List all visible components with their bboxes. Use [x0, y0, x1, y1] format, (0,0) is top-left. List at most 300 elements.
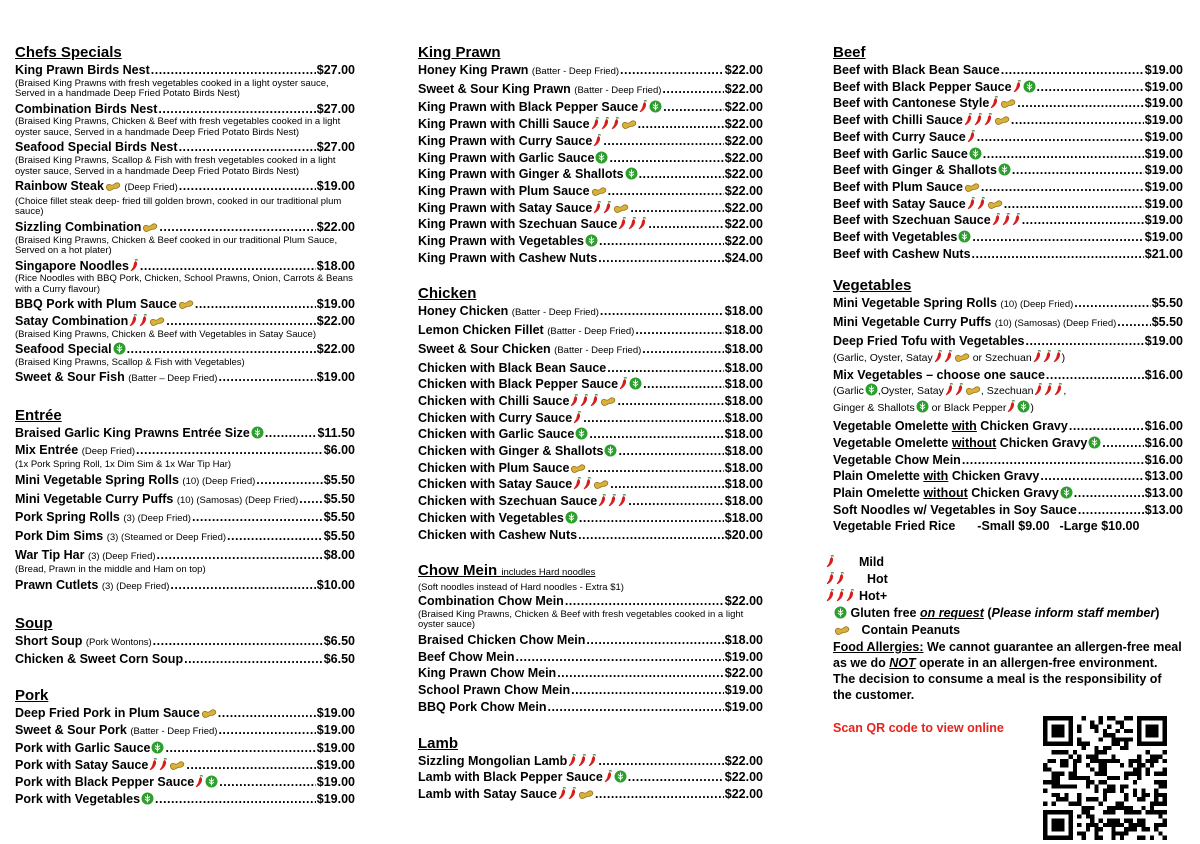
menu-item [15, 313, 355, 340]
chili-icon [611, 117, 620, 130]
menu-item [833, 196, 1183, 213]
chili-icon [619, 377, 628, 390]
menu-item [418, 376, 763, 393]
item-price: $19.00 [1144, 196, 1183, 211]
menu-item: Soft Noodles w/ Vegetables in Soy Sauce ..... $13.00 [833, 502, 1183, 519]
item-tag: (Batter - Deep Fried) [554, 344, 642, 356]
chili-icon [1053, 350, 1062, 363]
peanut-icon [142, 222, 158, 233]
menu-item [15, 509, 355, 528]
item-price: $18.00 [724, 393, 763, 408]
chili-icon [1002, 213, 1011, 226]
menu-item [833, 246, 1183, 263]
item-price: $18.00 [724, 304, 763, 319]
chili-icon [628, 217, 637, 230]
item-name: King Prawn with Black Pepper Sauce [418, 100, 639, 115]
menu-item [833, 79, 1183, 96]
item-price: $20.00 [724, 527, 763, 542]
menu-item [418, 527, 763, 544]
item-name: Beef with Ginger & Shallots [833, 163, 997, 178]
item-price: $6.50 [323, 652, 355, 667]
menu-item: Mini Vegetable Curry Puffs (10) (Samosas) (Deep Fried) ..... $5.50 [833, 314, 1183, 333]
peanut-icon [834, 625, 850, 636]
item-tag: (Pork Wontons) [85, 636, 152, 648]
item-description: (Bread, Prawn in the middle and Ham on top) [15, 564, 206, 576]
item-price: $24.00 [724, 250, 763, 265]
chili-icon [1007, 400, 1016, 413]
gluten-free-icon [251, 426, 264, 439]
chili-icon [639, 100, 648, 113]
menu-item [418, 510, 763, 527]
chili-icon [846, 589, 855, 602]
menu-column-middle [418, 44, 763, 822]
peanut-icon [578, 789, 594, 800]
item-tag: (Batter - Deep Fried) [547, 326, 635, 338]
gluten-free-icon [625, 167, 638, 180]
item-price: $22.00 [724, 786, 763, 801]
chili-icon [568, 787, 577, 800]
menu-item [418, 150, 763, 167]
item-price: $18.00 [724, 477, 763, 492]
item-price: $19.00 [1144, 63, 1183, 77]
menu-item [418, 322, 763, 341]
item-price: $19.00 [724, 683, 763, 698]
item-name: King Prawn with Cashew Nuts [418, 250, 598, 265]
item-name: Beef with Black Bean Sauce [833, 63, 1000, 77]
menu-item [833, 162, 1183, 179]
item-name: Beef Chow Mein [418, 649, 515, 664]
chili-icon [618, 494, 627, 507]
item-price: $22.00 [316, 342, 355, 357]
item-description: (Braised King Prawns, Scallop & Fish with fresh vegetables cooked in a light oyster sauce, Served in a handmade Deep Fried Potato Birds Nest) [15, 155, 336, 177]
item-name: Beef with Cashew Nuts [833, 246, 971, 261]
peanut-icon [178, 299, 194, 310]
item-price: $22.00 [724, 100, 763, 115]
item-price: $19.00 [1144, 230, 1183, 245]
item-price: $19.00 [1144, 113, 1183, 128]
section-chow-mein [418, 562, 763, 715]
item-name: Chicken with Cashew Nuts [418, 527, 578, 542]
item-name: Pork with Satay Sauce [15, 758, 149, 773]
chili-icon [590, 394, 599, 407]
item-price: $21.00 [1144, 246, 1183, 261]
item-name: Prawn Cutlets [15, 577, 99, 592]
item-name: King Prawn with Curry Sauce [418, 133, 593, 148]
gluten-free-icon [629, 377, 642, 390]
menu-item [418, 593, 763, 631]
chili-icon [593, 201, 602, 214]
chili-icon [593, 134, 602, 147]
item-name: Beef with Vegetables [833, 230, 958, 245]
menu-item [15, 425, 355, 442]
item-tag: (Deep Fried) [124, 182, 178, 194]
item-description: (Braised King Prawns, Chicken & Beef cooked in our traditional Plum Sauce, Served on a hot plater) [15, 234, 338, 257]
item-price: $19.00 [1144, 96, 1183, 111]
menu-item [418, 460, 763, 477]
item-price: $18.00 [724, 323, 763, 338]
item-name: Mix Entrée [15, 442, 79, 457]
section-title: Soup [15, 614, 53, 632]
item-name: Chicken with Ginger & Shallots [418, 444, 604, 459]
chili-icon [573, 477, 582, 490]
menu-item [15, 62, 355, 100]
menu-item [833, 112, 1183, 129]
item-price: $19.00 [316, 774, 355, 789]
chili-icon [1043, 350, 1052, 363]
item-name: Mini Vegetable Curry Puffs [15, 491, 174, 506]
menu-item [833, 62, 1183, 79]
item-price: $22.00 [724, 200, 763, 215]
item-price: $18.00 [724, 427, 763, 442]
item-price: $11.50 [317, 426, 355, 441]
peanut-icon [954, 352, 970, 363]
chili-icon [826, 555, 835, 568]
chili-icon [578, 754, 587, 767]
item-name: Beef with Garlic Sauce [833, 146, 968, 161]
menu-item [15, 791, 355, 808]
item-price: $19.00 [316, 741, 355, 756]
item-price: $22.00 [724, 133, 763, 148]
peanut-icon [987, 199, 1003, 210]
item-name: Mini Vegetable Spring Rolls [15, 472, 179, 487]
item-tag: (10) (Deep Fried) [182, 475, 256, 487]
item-price: $19.00 [316, 179, 355, 194]
chili-icon [129, 314, 138, 327]
chili-icon [573, 411, 582, 424]
item-name: King Prawn with Satay Sauce [418, 200, 593, 215]
item-name: Beef with Curry Sauce [833, 129, 966, 144]
chili-icon [588, 754, 597, 767]
chili-icon [955, 383, 964, 396]
menu-item [15, 296, 355, 313]
item-price: $5.50 [323, 472, 355, 487]
menu-item [418, 426, 763, 443]
menu-item [418, 216, 763, 233]
peanut-icon [169, 760, 185, 771]
chili-icon [944, 350, 953, 363]
section-title: Chicken [418, 285, 477, 303]
item-price: $22.00 [724, 666, 763, 681]
item-price: $5.50 [323, 529, 355, 544]
item-name: Honey Chicken [418, 304, 509, 319]
chili-icon [964, 113, 973, 126]
peanut-icon [593, 479, 609, 490]
item-name: Lamb with Satay Sauce [418, 786, 557, 801]
section-title: Pork [15, 687, 49, 705]
gluten-free-icon [1017, 400, 1030, 413]
item-name: Short Soup [15, 633, 83, 648]
item-price: $27.00 [316, 140, 355, 155]
item-price: $22.00 [724, 81, 763, 96]
menu-item [418, 116, 763, 133]
chili-icon [570, 394, 579, 407]
item-price: $27.00 [316, 63, 355, 77]
item-tag: (Batter - Deep Fried) [130, 725, 218, 737]
item-name: Pork Dim Sims [15, 529, 104, 544]
item-price: $19.00 [1144, 213, 1183, 228]
item-price: $18.00 [724, 460, 763, 475]
menu-item [833, 212, 1183, 229]
gluten-free-icon [585, 234, 598, 247]
chili-icon [1012, 213, 1021, 226]
item-price: $18.00 [724, 410, 763, 425]
menu-item [418, 769, 763, 786]
gluten-free-icon [865, 383, 878, 396]
menu-item [418, 250, 763, 267]
item-price: $19.00 [724, 699, 763, 714]
gluten-free-icon [916, 400, 929, 413]
item-price: $18.00 [724, 632, 763, 647]
menu-item [15, 722, 355, 741]
gluten-free-icon [834, 606, 847, 619]
item-name: Chicken with Black Bean Sauce [418, 360, 607, 375]
item-name: Sweet & Sour King Prawn [418, 81, 571, 96]
menu-item: Plain Omelette without Chicken Gravy ..... $13.00 [833, 485, 1183, 502]
menu-item [418, 81, 763, 100]
chili-icon [601, 117, 610, 130]
chili-icon [130, 259, 139, 272]
chili-icon [139, 314, 148, 327]
item-tag: (Batter - Deep Fried) [531, 66, 620, 77]
menu-item [418, 493, 763, 510]
item-price: $22.00 [724, 753, 763, 768]
chili-icon [608, 494, 617, 507]
menu-item [418, 410, 763, 427]
item-name: Chicken with Vegetables [418, 510, 564, 525]
section-pork [15, 687, 355, 807]
menu-item [418, 360, 763, 377]
item-name: Combination Chow Mein [418, 594, 564, 609]
qr-code[interactable] [1043, 716, 1167, 840]
menu-item [833, 179, 1183, 196]
legend-hot-plus: Hot+ [825, 588, 1183, 605]
item-tag: (3) (Deep Fried) [123, 513, 191, 525]
item-price: $5.50 [323, 510, 355, 525]
item-tag: (Batter - Deep Fried) [511, 307, 599, 319]
menu-item: Vegetable Fried Rice -Small $9.00 -Large $10.00 [833, 519, 1140, 534]
peanut-icon [1000, 98, 1016, 109]
item-description: (1x Pork Spring Roll, 1x Dim Sim & 1x War Tip Har) [15, 459, 232, 471]
item-price: $19.00 [316, 758, 355, 773]
item-name: King Prawn with Vegetables [418, 234, 585, 249]
chili-icon [1034, 383, 1043, 396]
menu-column-right [833, 44, 1183, 735]
gluten-free-icon [998, 163, 1011, 176]
item-name: BBQ Pork Chow Mein [418, 699, 547, 714]
item-name: Lamb with Black Pepper Sauce [418, 770, 603, 785]
item-name: Rainbow Steak [15, 179, 104, 194]
menu-item: Mix Vegetables – choose one sauce ..... $16.00 [833, 367, 1183, 384]
item-price: $18.00 [724, 360, 763, 375]
chili-icon [1044, 383, 1053, 396]
item-price: $18.00 [724, 377, 763, 392]
item-name: Chicken with Plum Sauce [418, 460, 570, 475]
item-name: King Prawn Birds Nest [15, 63, 150, 77]
chili-icon [984, 113, 993, 126]
legend-gluten-free: Gluten free on request (Please inform staff member) [833, 605, 1183, 622]
menu-item [15, 369, 355, 388]
item-tag: (3) (Deep Fried) [87, 550, 156, 562]
menu-item: Plain Omelette with Chicken Gravy ..... $13.00 [833, 468, 1183, 485]
item-name: King Prawn with Plum Sauce [418, 183, 590, 198]
chili-icon [159, 758, 168, 771]
item-name: Chicken with Garlic Sauce [418, 427, 575, 442]
item-price: $22.00 [724, 150, 763, 165]
menu-item [833, 146, 1183, 163]
item-price: $19.00 [1144, 163, 1183, 178]
item-price: $18.00 [724, 444, 763, 459]
item-name: Sizzling Mongolian Lamb [418, 753, 568, 768]
item-name: King Prawn with Garlic Sauce [418, 150, 595, 165]
menu-item [418, 443, 763, 460]
scan-qr-text: Scan QR code to view online [833, 721, 1004, 736]
item-price: $19.00 [1144, 179, 1183, 194]
peanut-icon [105, 181, 121, 192]
chili-icon [967, 197, 976, 210]
menu-item [418, 753, 763, 770]
item-name: Chicken with Curry Sauce [418, 410, 573, 425]
gluten-free-icon [141, 792, 154, 805]
chili-icon [580, 394, 589, 407]
chili-icon [836, 589, 845, 602]
chili-icon [826, 572, 835, 585]
gluten-free-icon [958, 230, 971, 243]
item-price: $19.00 [724, 649, 763, 664]
menu-item [418, 233, 763, 250]
menu-item: Mini Vegetable Spring Rolls (10) (Deep Fried) ..... $5.50 [833, 295, 1183, 314]
section-king-prawn [418, 44, 763, 266]
item-price: $22.00 [724, 594, 763, 609]
menu-item [15, 442, 355, 471]
chili-icon [967, 130, 976, 143]
item-name: Beef with Black Pepper Sauce [833, 79, 1012, 94]
section-title: Entrée [15, 407, 62, 425]
item-price: $22.00 [316, 219, 355, 234]
peanut-icon [964, 182, 980, 193]
item-price: $22.00 [724, 770, 763, 785]
item-name: Satay Combination [15, 313, 129, 328]
legend-mild: Mild [825, 554, 1183, 571]
item-tag: (10) (Samosas) (Deep Fried) [176, 494, 299, 506]
menu-item: Deep Fried Tofu with Vegetables ..... $19.00 [833, 333, 1183, 350]
menu-item [418, 786, 763, 803]
menu-item [833, 229, 1183, 246]
menu-item [15, 178, 355, 218]
menu-item [418, 133, 763, 150]
item-price: $22.00 [724, 167, 763, 182]
chili-icon [598, 494, 607, 507]
menu-item [15, 577, 355, 596]
item-price: $19.00 [316, 297, 355, 312]
menu-item [418, 632, 763, 649]
menu-item [418, 393, 763, 410]
chili-icon [618, 217, 627, 230]
item-price: $19.00 [316, 791, 355, 806]
section-vegetables [833, 277, 1183, 535]
item-name: Sweet & Sour Chicken [418, 341, 551, 356]
sauce-options: (Garlic ,Oyster, Satay , Szechuan , Ginger & Shallots or Black Pepper ) [833, 385, 1067, 415]
item-tag: (Batter – Deep Fried) [128, 373, 218, 385]
legend-peanuts: Contain Peanuts [833, 622, 1183, 639]
allergy-notice: Food Allergies: We cannot guarantee an allergen-free meal as we do NOT operate in an allergen-free environment. The decision to consume a meal is the responsibility of the customer. [833, 640, 1182, 703]
item-description: (Braised King Prawns, Chicken & Beef with fresh vegetables cooked in a light oyster sauce, Served in a handmade Deep Fried Potato Birds Nest) [15, 116, 341, 138]
chili-icon [603, 201, 612, 214]
gluten-free-icon [1060, 486, 1073, 499]
menu-item [15, 219, 355, 257]
item-name: King Prawn with Chilli Sauce [418, 117, 590, 132]
item-price: $19.00 [1144, 79, 1183, 94]
item-price: $18.00 [724, 510, 763, 525]
item-name: Beef with Szechuan Sauce [833, 213, 991, 228]
item-price: $18.00 [724, 341, 763, 356]
menu-item [15, 757, 355, 774]
item-price: $22.00 [724, 217, 763, 232]
menu-item [418, 166, 763, 183]
menu-item [418, 699, 763, 716]
section-title: Beef [833, 44, 866, 61]
item-name: Singapore Noodles [15, 258, 129, 273]
menu-item [15, 341, 355, 368]
section-soup [15, 615, 355, 668]
menu-item [15, 740, 355, 757]
menu-item [418, 682, 763, 699]
menu-item [418, 649, 763, 666]
chili-icon [977, 197, 986, 210]
menu-item [15, 774, 355, 791]
section-title: King Prawn [418, 44, 501, 61]
menu-item [15, 258, 355, 296]
peanut-icon [570, 463, 586, 474]
menu-item [418, 341, 763, 360]
section-chicken [418, 285, 763, 543]
chili-icon [836, 572, 845, 585]
item-name: Pork with Vegetables [15, 791, 141, 806]
peanut-icon [149, 316, 165, 327]
chili-icon [149, 758, 158, 771]
item-name: Pork with Garlic Sauce [15, 741, 151, 756]
chili-icon [945, 383, 954, 396]
menu-column-left [15, 44, 355, 826]
chili-icon [604, 770, 613, 783]
item-name: Chicken with Szechuan Sauce [418, 494, 598, 509]
item-name: Honey King Prawn [418, 63, 529, 77]
item-price: $6.50 [323, 633, 355, 648]
item-name: Seafood Special [15, 342, 112, 357]
item-name: Seafood Special Birds Nest [15, 140, 178, 155]
item-description: (Braised King Prawns with fresh vegetables cooked in a light oyster sauce, Served in a handmade Deep Fried Potato Birds Nest) [15, 77, 329, 100]
menu-item [833, 95, 1183, 112]
section-chefs-specials [15, 44, 355, 388]
item-name: Chicken with Satay Sauce [418, 477, 573, 492]
item-price: $22.00 [724, 63, 763, 77]
legend [825, 554, 1183, 639]
menu-item [418, 200, 763, 217]
item-price: $22.00 [724, 117, 763, 132]
chili-icon [826, 589, 835, 602]
chili-icon [934, 350, 943, 363]
chili-icon [591, 117, 600, 130]
menu-item [15, 528, 355, 547]
chili-icon [638, 217, 647, 230]
chili-icon [974, 113, 983, 126]
item-name: Beef with Plum Sauce [833, 179, 963, 194]
menu-item [15, 651, 355, 668]
peanut-icon [994, 115, 1010, 126]
gluten-free-icon [151, 741, 164, 754]
section-subtitle: (Soft noodles instead of Hard noodles - Extra $1) [418, 582, 624, 594]
gluten-free-icon [604, 444, 617, 457]
item-name: Chicken with Chilli Sauce [418, 393, 570, 408]
